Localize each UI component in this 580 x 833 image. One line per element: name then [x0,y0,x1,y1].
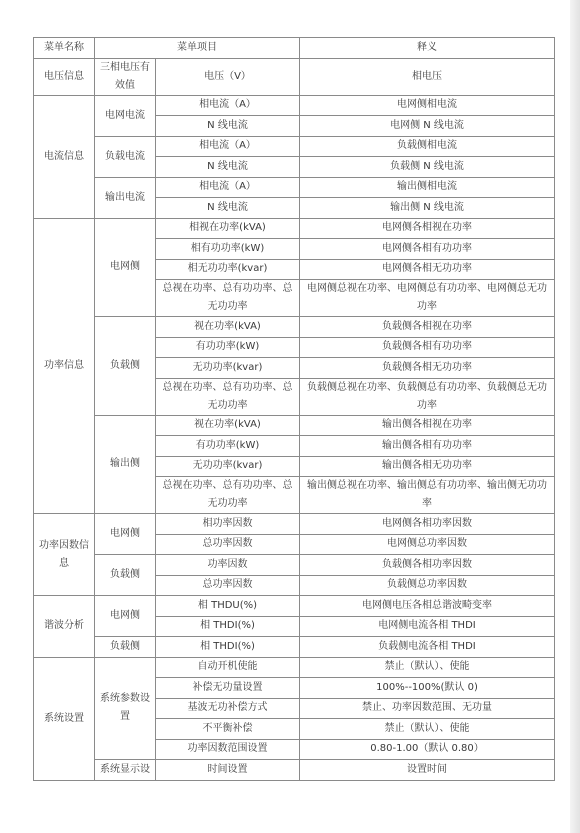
desc-cell: 0.80-1.00（默认 0.80） [300,739,555,760]
category-power-factor: 功率因数信息 [34,514,95,596]
table-row [34,136,555,157]
desc-cell: 负载侧电流各相 THDI [300,637,555,658]
table-header-row [34,38,555,59]
desc-cell: 禁止（默认）、使能 [300,719,555,740]
table-row [34,657,555,678]
item-cell: 总功率因数 [156,575,300,596]
item-cell: 总功率因数 [156,534,300,555]
subcategory-system-params: 系统参数设置 [95,657,156,760]
table-row [34,415,555,436]
item-cell: 相电流（A） [156,95,300,116]
category-voltage: 电压信息 [34,58,95,95]
subcategory-harmonic-grid: 电网侧 [95,596,156,637]
table-row [34,317,555,338]
desc-cell: 负载侧各相有功功率 [300,337,555,358]
table-row [34,58,555,95]
menu-table [33,37,555,781]
table-row [34,760,555,781]
table-row [34,596,555,617]
item-cell: 功率因数范围设置 [156,739,300,760]
subcategory-power-output: 输出侧 [95,415,156,514]
desc-cell: 电网侧电压各相总谐波畸变率 [300,596,555,617]
category-current: 电流信息 [34,95,95,218]
desc-cell: 100%--100%(默认 0) [300,678,555,699]
subcategory-output-current: 输出电流 [95,177,156,218]
item-cell: 相电流（A） [156,177,300,198]
desc-cell: 禁止、功率因数范围、无功量 [300,698,555,719]
subcategory-grid-current: 电网电流 [95,95,156,136]
desc-cell: 电网侧 N 线电流 [300,116,555,137]
desc-cell: 电网侧电流各相 THDI [300,616,555,637]
item-cell: 相无功功率(kvar) [156,259,300,280]
table-row [34,218,555,239]
desc-cell: 负载侧总功率因数 [300,575,555,596]
desc-cell: 输出侧总视在功率、输出侧总有功功率、输出侧无功功率 [300,477,555,514]
item-cell: N 线电流 [156,198,300,219]
desc-cell: 输出侧各相视在功率 [300,415,555,436]
subcategory-harmonic-load: 负载侧 [95,637,156,658]
header-menu-item: 菜单项目 [95,38,300,59]
subcategory-pf-load: 负载侧 [95,555,156,596]
item-cell: 有功功率(kW) [156,337,300,358]
desc-cell: 电网侧各相无功功率 [300,259,555,280]
desc-cell: 设置时间 [300,760,555,781]
desc-cell: 输出侧各相无功功率 [300,456,555,477]
item-cell: 自动开机使能 [156,657,300,678]
item-cell: 时间设置 [156,760,300,781]
item-cell: 相功率因数 [156,514,300,535]
subcategory-load-current: 负载电流 [95,136,156,177]
table-row [34,514,555,535]
subcategory-system-display: 系统显示设 [95,760,156,781]
item-cell: 基波无功补偿方式 [156,698,300,719]
table-row [34,95,555,116]
item-cell: 视在功率(kVA) [156,317,300,338]
header-menu-name: 菜单名称 [34,38,95,59]
item-cell: 相电流（A） [156,136,300,157]
item-cell: 功率因数 [156,555,300,576]
item-cell: 相视在功率(kVA) [156,218,300,239]
header-description: 释义 [300,38,555,59]
desc-cell: 电网侧各相视在功率 [300,218,555,239]
item-cell: 相 THDI(%) [156,616,300,637]
item-cell: 相 THDU(%) [156,596,300,617]
desc-cell: 负载侧相电流 [300,136,555,157]
desc-cell: 输出侧各相有功功率 [300,436,555,457]
subcategory-power-load: 负载侧 [95,317,156,416]
desc-cell: 电网侧各相有功功率 [300,239,555,260]
table-row [34,555,555,576]
item-cell: 总视在功率、总有功功率、总无功功率 [156,280,300,317]
desc-cell: 禁止（默认）、使能 [300,657,555,678]
desc-cell: 电网侧相电流 [300,95,555,116]
page-edge-shadow [570,0,580,833]
desc-cell: 相电压 [300,58,555,95]
item-cell: 总视在功率、总有功功率、总无功功率 [156,477,300,514]
subcategory-three-phase-voltage: 三相电压有效值 [95,58,156,95]
desc-cell: 负载侧各相无功功率 [300,358,555,379]
table-row [34,177,555,198]
item-cell: 无功功率(kvar) [156,456,300,477]
item-cell: 不平衡补偿 [156,719,300,740]
item-cell: 总视在功率、总有功功率、总无功功率 [156,378,300,415]
desc-cell: 负载侧总视在功率、负载侧总有功功率、负载侧总无功功率 [300,378,555,415]
item-cell: 有功功率(kW) [156,436,300,457]
desc-cell: 输出侧 N 线电流 [300,198,555,219]
category-power: 功率信息 [34,218,95,514]
subcategory-power-grid: 电网侧 [95,218,156,317]
item-cell: N 线电流 [156,116,300,137]
desc-cell: 电网侧总功率因数 [300,534,555,555]
category-settings: 系统设置 [34,657,95,780]
category-harmonic: 谐波分析 [34,596,95,658]
subcategory-pf-grid: 电网侧 [95,514,156,555]
desc-cell: 负载侧各相视在功率 [300,317,555,338]
item-cell: 补偿无功量设置 [156,678,300,699]
item-cell: 相 THDI(%) [156,637,300,658]
table-row [34,637,555,658]
desc-cell: 电网侧总视在功率、电网侧总有功功率、电网侧总无功功率 [300,280,555,317]
desc-cell: 负载侧各相功率因数 [300,555,555,576]
desc-cell: 输出侧相电流 [300,177,555,198]
item-cell: 相有功功率(kW) [156,239,300,260]
item-cell: 视在功率(kVA) [156,415,300,436]
item-cell: 无功功率(kvar) [156,358,300,379]
desc-cell: 负载侧 N 线电流 [300,157,555,178]
item-cell: 电压（V） [156,58,300,95]
item-cell: N 线电流 [156,157,300,178]
desc-cell: 电网侧各相功率因数 [300,514,555,535]
